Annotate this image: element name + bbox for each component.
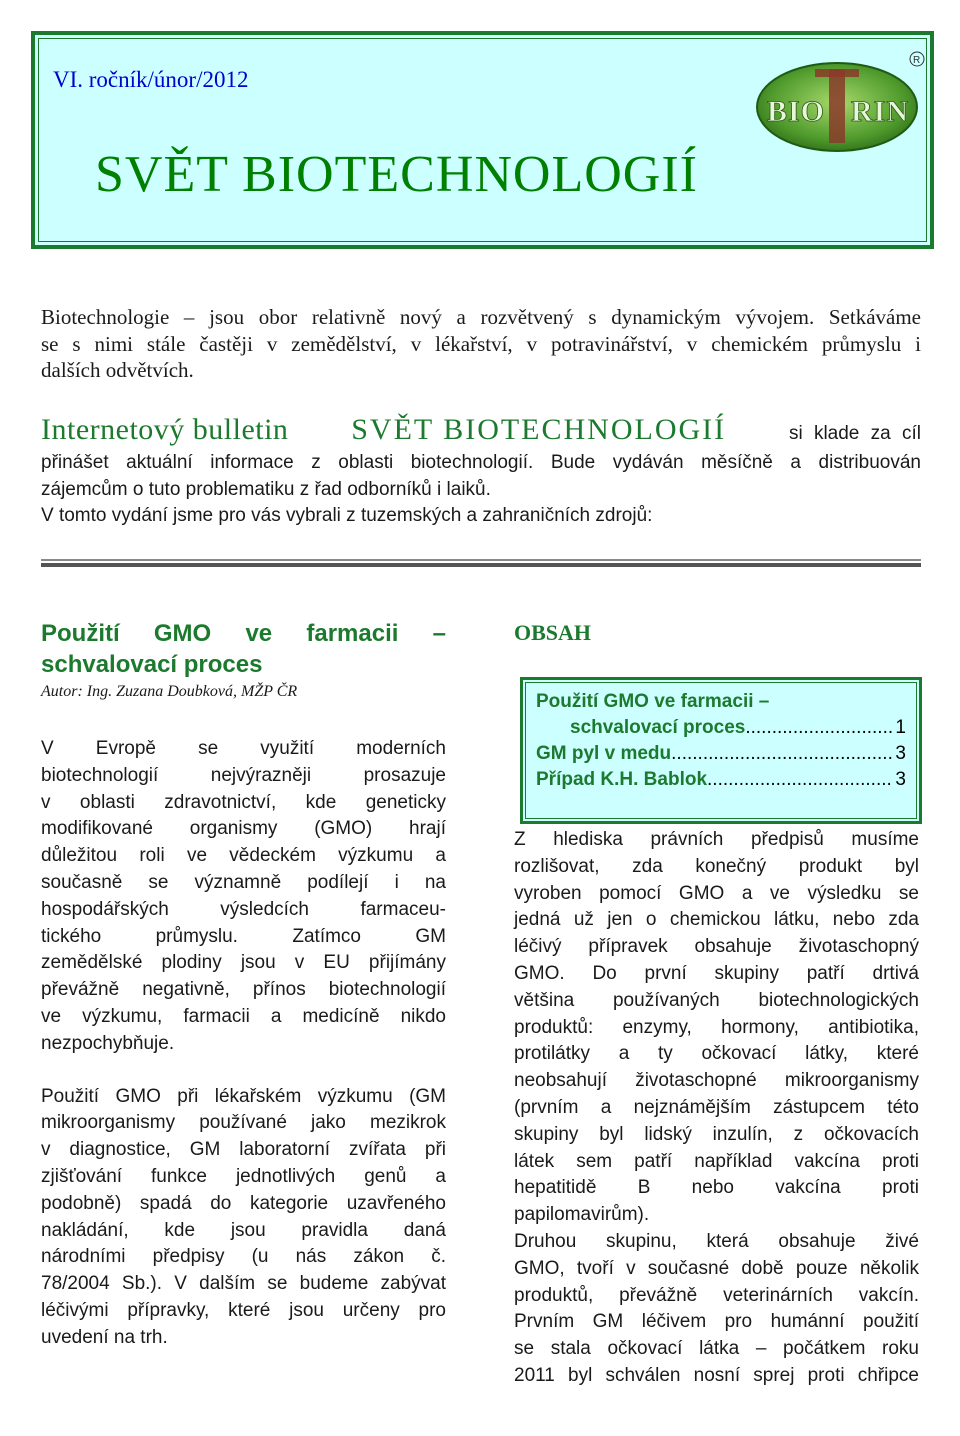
intro-paragraph <box>41 304 921 384</box>
paragraph-line: Z hlediska právních předpisů musíme <box>514 829 919 850</box>
paragraph-line: v oblasti zdravotnictví, kde geneticky <box>41 791 446 813</box>
paragraph-line: nezpochybňuje. <box>41 1032 175 1054</box>
intro-line: se s nimi stále častěji v zemědělství, v lékařství, v potravinářství, v chemickém průmyslu i <box>41 331 921 356</box>
intro-line: Biotechnologie – jsou obor relativně nový a rozvětvený s dynamickým vývojem. Setkáváme <box>41 305 921 329</box>
toc-item[interactable] <box>536 689 906 715</box>
paragraph-line: současně se významně podílejí i na <box>41 871 446 893</box>
paragraph-line: biotechnologií nejvýrazněji prosazuje <box>41 764 446 786</box>
paragraph-line: jedná už jen o chemickou látku, nebo zda <box>514 909 919 931</box>
author-label: Autor: <box>41 683 83 700</box>
paragraph-line: uvedení na trh. <box>41 1326 168 1348</box>
bulletin-lead-row <box>41 410 921 450</box>
bulletin-lead-title: SVĚT BIOTECHNOLOGIÍ <box>351 413 727 446</box>
section-divider <box>41 559 921 561</box>
paragraph-line: protilátky a ty očkovací látky, které <box>514 1043 919 1065</box>
paragraph-line: většina používaných biotechnologických <box>514 989 919 1011</box>
paragraph-line: Druhou skupinu, která obsahuje živé <box>514 1230 919 1252</box>
author-name: Ing. Zuzana Doubková, MŽP ČR <box>86 683 298 700</box>
toc-item[interactable] <box>536 767 906 793</box>
paragraph-line: převážně negativně, přínos biotechnologií <box>41 979 446 1001</box>
paragraph-line: modifikované organismy (GMO) hrají <box>41 818 446 840</box>
article-title <box>41 618 446 680</box>
toc-box <box>520 677 922 824</box>
paragraph-line: (prvním a nejznámějším zástupcem této <box>514 1096 919 1118</box>
paragraph-line: vyroben pomocí GMO a ve výsledku se <box>514 882 919 904</box>
paragraph-line: Použití GMO při lékařském výzkumu (GM <box>41 1085 446 1107</box>
svg-text:RIN: RIN <box>851 95 910 128</box>
toc-leader-dots <box>707 767 893 793</box>
paragraph-line: 78/2004 Sb.). V dalším se budeme zabývat <box>41 1273 446 1295</box>
article-title-line: Použití GMO ve farmacii – <box>41 620 446 647</box>
header-banner <box>31 31 934 249</box>
toc-item-label: Případ K.H. Bablok <box>536 769 708 790</box>
paragraph-line: se stala očkovací látka – počátkem roku <box>514 1338 919 1360</box>
paragraph-line: ve výzkumu, farmacii a medicíně nikdo <box>41 1005 446 1027</box>
paragraph-line: důležitou roli ve vědeckém výzkumu a <box>41 845 446 867</box>
toc-item-label: GM pyl v medu <box>536 743 672 764</box>
article-column <box>41 618 446 1352</box>
paragraph-line: léčivými přípravky, které jsou určeny pro <box>41 1299 446 1321</box>
toc-item-page: 1 <box>895 717 906 738</box>
biotrin-logo <box>755 47 925 157</box>
page-title: SVĚT BIOTECHNOLOGIÍ <box>95 146 698 203</box>
paragraph-line: tického průmyslu. Zatímco GM <box>41 925 446 947</box>
toc-list <box>525 682 917 819</box>
toc-item[interactable] <box>536 741 906 767</box>
paragraph-line: papilomavirům). <box>514 1204 650 1226</box>
paragraph-line: produktů: enzymy, hormony, antibiotika, <box>514 1016 919 1038</box>
toc-item-label: schvalovací proces <box>570 717 746 738</box>
bulletin-lead-name: Internetový bulletin <box>41 413 289 446</box>
paragraph-line: rozlišovat, zda konečný produkt byl <box>514 855 919 877</box>
sidebar-column <box>514 620 919 1386</box>
paragraph-line: neobsahují životaschopné mikroorganismy <box>514 1070 919 1092</box>
svg-text:BIO: BIO <box>767 95 826 128</box>
issue-label: VI. ročník/únor/2012 <box>53 67 249 92</box>
toc-item-page: 3 <box>895 743 906 764</box>
paragraph-line: národními předpisy (u nás zákon č. <box>41 1246 446 1268</box>
toc-leader-dots <box>671 741 893 767</box>
paragraph-line: nakládání, kde jsou pravidla daná <box>41 1219 446 1241</box>
bulletin-lead-rest: si klade za cíl <box>788 423 921 444</box>
toc-item-page: 3 <box>895 769 906 790</box>
paragraph-line: látek sem patří například vakcína proti <box>514 1150 919 1172</box>
paragraph-line: zemědělské plodiny jsou v EU přijímány <box>41 952 446 974</box>
toc-title: OBSAH <box>514 620 592 645</box>
article-paragraph-1 <box>41 736 446 1058</box>
bulletin-paragraph <box>41 410 921 530</box>
toc-item[interactable] <box>536 715 906 741</box>
paragraph-line: zjišťování funkce jednotlivých genů a <box>41 1165 446 1187</box>
paragraph-line: GMO, tvoří v současné době pouze několik <box>514 1257 919 1279</box>
paragraph-line: hospodářských výsledcích farmaceu- <box>41 898 446 920</box>
paragraph-line: hepatitidě B nebo vakcína proti <box>514 1177 919 1199</box>
paragraph-line: podobně) spadá do kategorie uzavřeného <box>41 1192 446 1214</box>
sidebar-paragraph <box>514 827 919 1390</box>
article-author <box>41 682 446 702</box>
paragraph-line: 2011 byl schválen nosní sprej proti chřipce <box>514 1364 919 1386</box>
bulletin-line: V tomto vydání jsme pro vás vybrali z tuzemských a zahraničních zdrojů: <box>41 505 653 526</box>
paragraph-line: skupiny byl lidský inzulín, z očkovacích <box>514 1123 919 1145</box>
intro-line: dalších odvětvích. <box>41 358 194 382</box>
svg-text:R: R <box>913 55 921 66</box>
article-paragraph-2 <box>41 1084 446 1352</box>
paragraph-line: Prvním GM léčivem pro humánní použití <box>514 1311 919 1333</box>
paragraph-line: GMO. Do první skupiny patří drtivá <box>514 962 919 984</box>
paragraph-line: mikroorganismy používané jako mezikrok <box>41 1112 446 1134</box>
toc-leader-dots <box>745 715 893 741</box>
paragraph-line: V Evropě se využití moderních <box>41 738 446 759</box>
paragraph-line: léčivý přípravek obsahuje životaschopný <box>514 936 919 958</box>
bulletin-line: zájemcům o tuto problematiku z řad odborníků i laiků. <box>41 478 491 500</box>
article-title-line: schvalovací proces <box>41 651 263 678</box>
paragraph-line: produktů, převážně veterinárních vakcín. <box>514 1284 919 1306</box>
paragraph-line: v diagnostice, GM laboratorní zvířata při <box>41 1139 446 1161</box>
bulletin-line: přinášet aktuální informace z oblasti biotechnologií. Bude vydáván měsíčně a distribuován <box>41 452 921 473</box>
toc-item-label: Použití GMO ve farmacii – <box>536 691 770 712</box>
